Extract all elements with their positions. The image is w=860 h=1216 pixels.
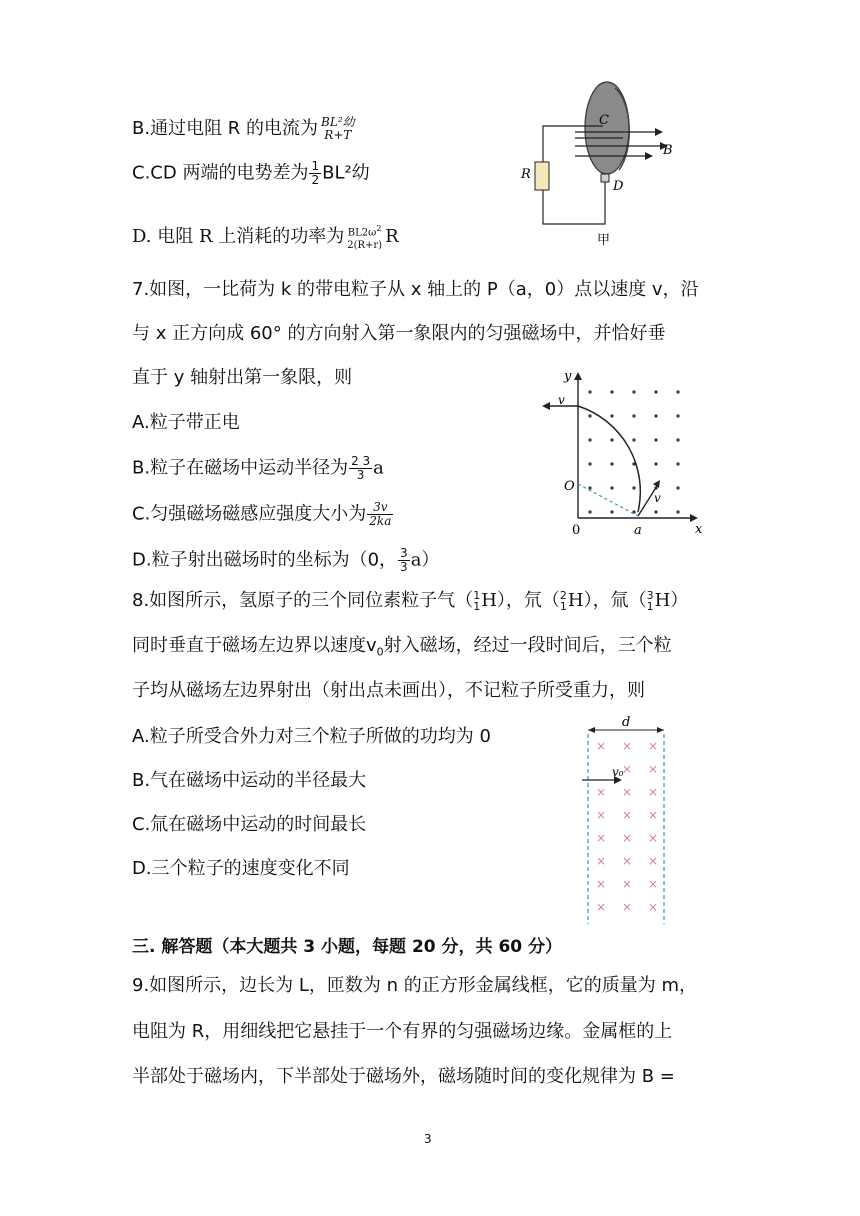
- field-cross: ×: [596, 900, 607, 914]
- field-cross: ×: [596, 785, 607, 799]
- field-crosses: [596, 739, 658, 914]
- field-dot: [610, 438, 613, 441]
- q7-option-c: C.匀强磁场磁感应强度大小为 $\frac{3v}{2ka}$: [132, 500, 392, 528]
- field-cross: ×: [622, 808, 633, 822]
- q8-option-b: B.气在磁场中运动的半径最大: [132, 770, 367, 791]
- field-dot: [632, 438, 635, 441]
- label-y: y: [564, 369, 572, 384]
- q9-line3: 半部处于磁场内，下半部处于磁场外，磁场随时间的变化规律为 B =: [132, 1066, 675, 1087]
- q9-line2: 电阻为 R，用细线把它悬挂于一个有界的匀强磁场边缘。金属框的上: [132, 1021, 673, 1042]
- q6-option-c-fraction: $\frac{1}{2}$: [311, 159, 320, 187]
- field-dot: [654, 510, 657, 513]
- field-dot: [588, 414, 591, 417]
- field-dot: [676, 390, 679, 393]
- field-cross: ×: [648, 854, 659, 868]
- field-cross: ×: [622, 831, 633, 845]
- field-cross: ×: [648, 785, 659, 799]
- q8-option-a: A.粒子所受合外力对三个粒子所做的功均为 0: [132, 726, 491, 747]
- label-v-bottom: v: [654, 491, 661, 505]
- field-cross: ×: [596, 854, 607, 868]
- q7-option-b-fraction: $\frac{2 3}{3}$: [351, 454, 371, 482]
- field-cross: ×: [648, 808, 659, 822]
- field-dot: [676, 462, 679, 465]
- q6-disc-figure: [515, 78, 675, 250]
- field-dot: [610, 414, 613, 417]
- field-dot: [632, 414, 635, 417]
- field-dot: [588, 438, 591, 441]
- field-dot: [676, 438, 679, 441]
- field-cross: ×: [648, 739, 659, 753]
- field-cross: ×: [596, 877, 607, 891]
- q7-option-a: A.粒子带正电: [132, 412, 240, 433]
- q7-stem-line3: 直于 y 轴射出第一象限，则: [132, 367, 353, 388]
- q6-option-d: D. 电阻 R 上消耗的功率为 $BL2\omega^2$ 2(R+r) R: [132, 223, 399, 252]
- field-dot: [654, 438, 657, 441]
- q7-stem-line1: 7.如图，一比荷为 k 的带电粒子从 x 轴上的 P（a，0）点以速度 v，沿: [132, 279, 699, 300]
- field-cross: ×: [648, 831, 659, 845]
- page-number: 3: [424, 1132, 432, 1146]
- label-v-top: v: [558, 393, 565, 407]
- q7-magnetic-field-figure: [540, 368, 710, 538]
- field-cross: ×: [596, 808, 607, 822]
- field-cross: ×: [622, 900, 633, 914]
- q6-option-c: C.CD 两端的电势差为 $\frac{1}{2}$ BL²幼: [132, 159, 370, 187]
- q8-field-strip-figure: [576, 714, 676, 926]
- q7-option-c-fraction: $\frac{3v}{2ka}$: [369, 500, 392, 528]
- label-d: d: [622, 715, 631, 730]
- resistor: [535, 162, 549, 190]
- label-x: x: [695, 522, 703, 537]
- field-dot: [588, 510, 591, 513]
- q8-stem-line1: 8.如图所示，氢原子的三个同位素粒子气（ 1 1 H），氘（ 2 1 H），氚（ 3 1 H）: [132, 589, 689, 613]
- field-dot: [676, 486, 679, 489]
- field-dot: [588, 486, 591, 489]
- field-cross: ×: [622, 854, 633, 868]
- q7-option-d: D.粒子射出磁场时的坐标为（0， $\frac{3}{3}$ a）: [132, 546, 440, 574]
- figure-caption: 甲: [597, 233, 611, 248]
- field-dot: [610, 510, 613, 513]
- disc: [585, 82, 629, 174]
- field-dot: [610, 486, 613, 489]
- label-v0: v₀: [612, 765, 624, 779]
- field-dot: [632, 486, 635, 489]
- q8-option-d: D.三个粒子的速度变化不同: [132, 858, 350, 879]
- q6-option-b: B.通过电阻 R 的电流为 BL²幼 R+T: [132, 115, 355, 142]
- label-r: R: [521, 167, 531, 182]
- section-3-heading: 三. 解答题（本大题共 3 小题，每题 20 分，共 60 分）: [132, 937, 563, 957]
- label-c: C: [599, 113, 609, 128]
- q9-line1: 9.如图所示，边长为 L，匝数为 n 的正方形金属线框，它的质量为 m，: [132, 975, 698, 996]
- field-dot: [588, 462, 591, 465]
- label-a: a: [634, 523, 642, 538]
- field-dot: [610, 462, 613, 465]
- field-dots: [588, 390, 679, 513]
- field-dot: [654, 462, 657, 465]
- label-b: B: [663, 143, 673, 158]
- radius-dashed: [578, 484, 638, 516]
- field-cross: ×: [622, 785, 633, 799]
- field-dot: [654, 390, 657, 393]
- field-dot: [610, 390, 613, 393]
- field-dot: [676, 414, 679, 417]
- q8-option-c: C.氚在磁场中运动的时间最长: [132, 814, 367, 835]
- label-d: D: [613, 179, 624, 194]
- field-dot: [588, 390, 591, 393]
- field-cross: ×: [622, 762, 633, 776]
- field-cross: ×: [596, 831, 607, 845]
- field-dot: [676, 510, 679, 513]
- particle-path: [578, 406, 640, 512]
- q7-option-d-fraction: $\frac{3}{3}$: [400, 546, 408, 574]
- q8-stem-line2: 同时垂直于磁场左边界以速度$v_0$射入磁场，经过一段时间后，三个粒: [132, 635, 672, 659]
- q6-option-b-fraction: BL²幼 R+T: [321, 115, 355, 142]
- q8-stem-line3: 子均从磁场左边界射出（射出点未画出），不记粒子所受重力，则: [132, 680, 645, 701]
- label-o: O: [564, 479, 575, 494]
- field-dot: [654, 414, 657, 417]
- label-zero: 0: [572, 523, 581, 538]
- field-cross: ×: [648, 900, 659, 914]
- field-cross: ×: [596, 739, 607, 753]
- q7-option-b: B.粒子在磁场中运动半径为 $\frac{2 3}{3}$ a: [132, 454, 384, 482]
- field-dot: [632, 390, 635, 393]
- q6-option-d-fraction: $BL2\omega^2$ 2(R+r): [347, 223, 383, 252]
- q7-stem-line2: 与 x 正方向成 60° 的方向射入第一象限内的匀强磁场中，并恰好垂: [132, 323, 666, 344]
- field-cross: ×: [648, 762, 659, 776]
- field-cross: ×: [648, 877, 659, 891]
- field-cross: ×: [622, 739, 633, 753]
- field-cross: ×: [622, 877, 633, 891]
